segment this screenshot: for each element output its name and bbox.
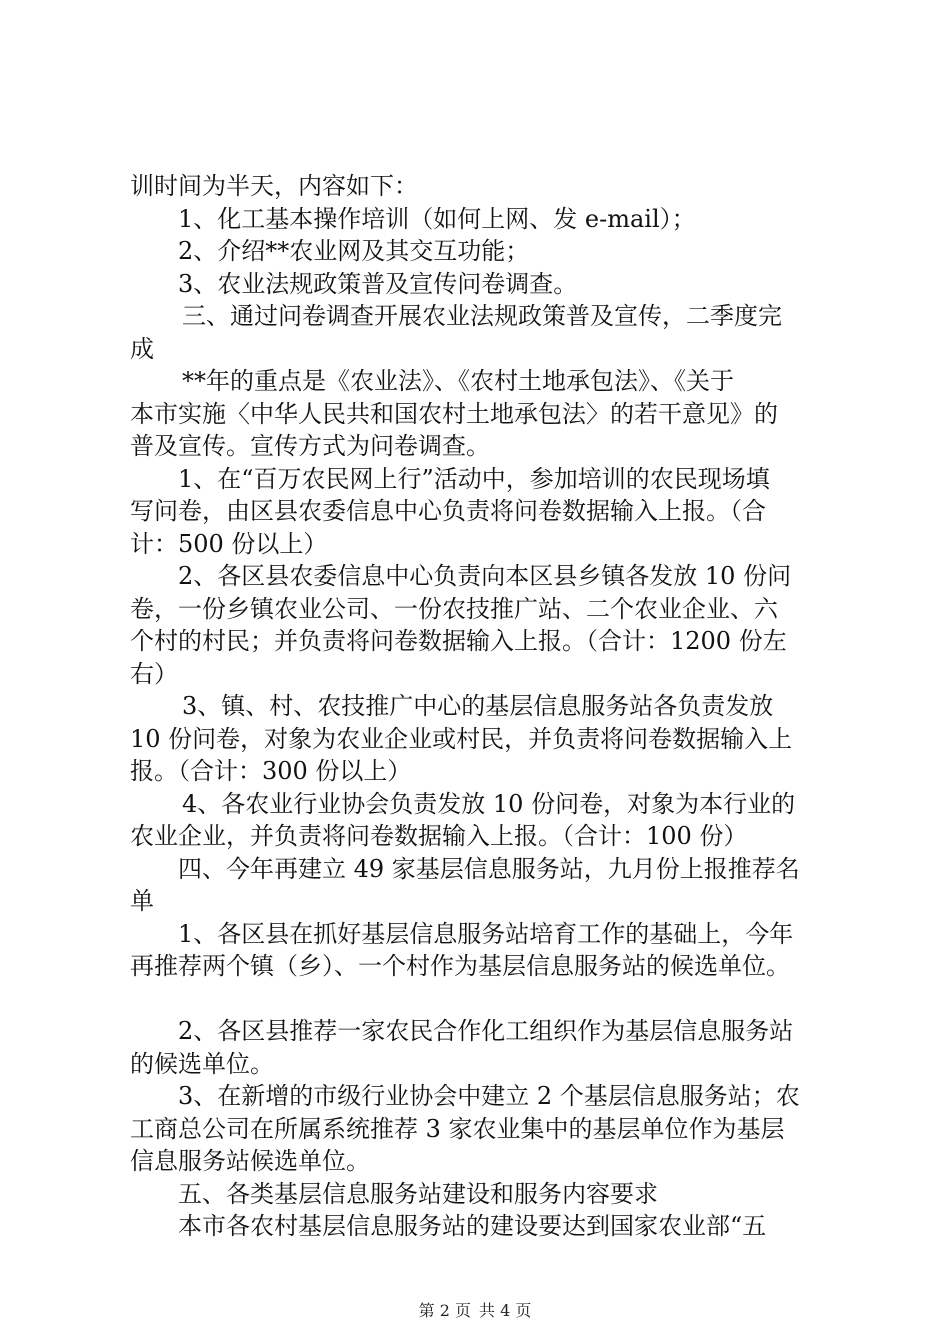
section-heading: 四、今年再建立 49 家基层信息服务站，九月份上报推荐名 [178, 854, 800, 883]
section-heading: 三、通过问卷调查开展农业法规政策普及宣传，二季度完 [182, 302, 782, 330]
text-line: 普及宣传。宣传方式为问卷调查。 [130, 432, 490, 460]
text-line: 成 [130, 334, 154, 363]
text-line: 2、介绍**农业网及其交互功能； [178, 237, 530, 265]
text-line: 本市实施〈中华人民共和国农村土地承包法〉的若干意见》的 [130, 399, 778, 428]
text-line: 3、镇、村、农技推广中心的基层信息服务站各负责发放 [182, 692, 774, 720]
text-line: 1、化工基本操作培训（如何上网、发 e-mail）； [178, 204, 696, 233]
text-line: 10 份问卷，对象为农业企业或村民，并负责将问卷数据输入上 [130, 724, 793, 753]
page-total: 共 4 页 [479, 1301, 532, 1320]
text-line: 信息服务站候选单位。 [130, 1147, 370, 1175]
text-line: 训时间为半天，内容如下： [130, 172, 418, 200]
text-line: 本市各农村基层信息服务站的建设要达到国家农业部“五 [178, 1212, 767, 1240]
blank-line [130, 983, 840, 1016]
document-body [130, 170, 840, 1243]
text-line: 计：500 份以上） [130, 529, 328, 558]
text-line: 2、各区县农委信息中心负责向本区县乡镇各发放 10 份问 [178, 562, 792, 590]
page-footer [0, 1298, 950, 1321]
text-line: 农业企业，并负责将问卷数据输入上报。（合计：100 份） [130, 822, 748, 850]
text-line: **年的重点是《农业法》、《农村土地承包法》、《关于 [182, 367, 734, 395]
text-line: 写问卷，由区县农委信息中心负责将问卷数据输入上报。（合 [130, 497, 766, 525]
text-line: 3、在新增的市级行业协会中建立 2 个基层信息服务站；农 [178, 1082, 800, 1110]
text-line: 再推荐两个镇（乡）、一个村作为基层信息服务站的候选单位。 [130, 952, 790, 980]
text-line: 报。（合计：300 份以上） [130, 757, 412, 785]
text-line: 工商总公司在所属系统推荐 3 家农业集中的基层单位作为基层 [130, 1114, 785, 1143]
section-heading: 五、各类基层信息服务站建设和服务内容要求 [178, 1179, 658, 1208]
text-line: 单 [130, 887, 154, 915]
text-line: 右） [130, 659, 178, 688]
text-line: 1、在“百万农民网上行”活动中，参加培训的农民现场填 [178, 464, 770, 493]
text-line: 3、农业法规政策普及宣传问卷调查。 [178, 269, 578, 298]
text-line: 个村的村民；并负责将问卷数据输入上报。（合计：1200 份左 [130, 627, 787, 655]
text-line: 4、各农业行业协会负责发放 10 份问卷，对象为本行业的 [182, 789, 796, 818]
text-line: 2、各区县推荐一家农民合作化工组织作为基层信息服务站 [178, 1017, 794, 1045]
text-line: 卷，一份乡镇农业公司、一份农技推广站、二个农业企业、六 [130, 594, 778, 623]
page-number: 第 2 页 [418, 1301, 471, 1320]
text-line: 的候选单位。 [130, 1049, 274, 1078]
text-line: 1、各区县在抓好基层信息服务站培育工作的基础上，今年 [178, 919, 794, 948]
